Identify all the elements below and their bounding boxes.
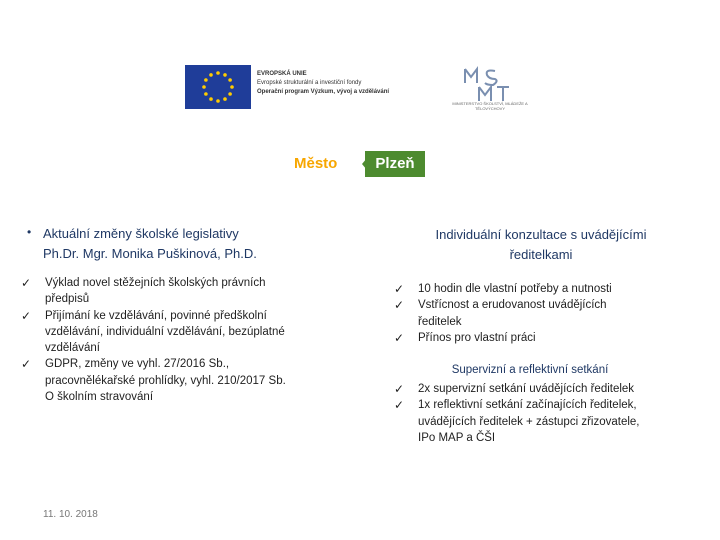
list-item-line: O školním stravování bbox=[45, 391, 154, 404]
eu-star-icon bbox=[230, 85, 234, 89]
left-title-line-1: Aktuální změny školské legislativy bbox=[43, 226, 239, 241]
checkmark-icon: ✓ bbox=[21, 276, 32, 290]
list-item-line: 1x reflektivní setkání začínajících ředitelek, bbox=[418, 399, 637, 412]
eu-logo-text bbox=[257, 70, 437, 97]
list-item bbox=[21, 275, 325, 308]
list-item-line: Výklad novel stěžejních školských právních bbox=[45, 277, 266, 289]
bullet-icon: • bbox=[27, 225, 32, 239]
list-item-line: Přínos pro vlastní práci bbox=[418, 331, 536, 344]
list-item bbox=[21, 308, 325, 357]
list-item-line: vzdělávání bbox=[45, 342, 100, 355]
eu-star-icon bbox=[228, 78, 232, 82]
list-item-line: IPo MAP a ČŠI bbox=[418, 431, 496, 444]
slide-date: 11. 10. 2018 bbox=[43, 509, 98, 520]
checkmark-icon: ✓ bbox=[394, 298, 405, 313]
list-item-line: předpisů bbox=[45, 293, 90, 306]
right-section-title bbox=[396, 225, 686, 265]
list-item-line: 2x supervizní setkání uvádějících ředitelek bbox=[418, 383, 635, 395]
eu-flag-logo bbox=[185, 65, 251, 109]
list-item-line: 10 hodin dle vlastní potřeby a nutnosti bbox=[418, 283, 612, 295]
right-title-line-1: Individuální konzultace s uvádějícími bbox=[435, 227, 647, 242]
right-checklist bbox=[394, 281, 668, 346]
checkmark-icon: ✓ bbox=[21, 357, 32, 372]
eu-star-icon bbox=[202, 85, 206, 89]
checkmark-icon: ✓ bbox=[21, 308, 32, 323]
supervision-checklist bbox=[394, 381, 678, 446]
list-item-line: GDPR, změny ve vyhl. 27/2016 Sb., bbox=[45, 358, 230, 371]
mesto-logo-text: Město bbox=[294, 155, 338, 172]
eu-star-icon bbox=[223, 97, 227, 101]
checkmark-icon: ✓ bbox=[394, 398, 405, 413]
left-checklist bbox=[21, 275, 325, 405]
list-item bbox=[394, 381, 678, 397]
checkmark-icon: ✓ bbox=[394, 282, 405, 296]
plzen-logo-text: Plzeň bbox=[375, 155, 415, 172]
list-item bbox=[394, 297, 668, 330]
list-item-line: Přijímání ke vzdělávání, povinné předškolní bbox=[45, 309, 267, 322]
eu-stars-icon bbox=[185, 65, 251, 109]
eu-star-icon bbox=[204, 78, 208, 82]
eu-line-2: Evropské strukturální a investiční fondy bbox=[257, 80, 362, 86]
eu-star-icon bbox=[223, 73, 227, 77]
eu-star-icon bbox=[204, 92, 208, 96]
left-section-title bbox=[43, 224, 333, 264]
left-title-line-2: Ph.Dr. Mgr. Monika Puškinová, Ph.D. bbox=[43, 246, 257, 261]
list-item bbox=[394, 397, 678, 446]
eu-star-icon bbox=[216, 99, 220, 103]
list-item bbox=[21, 356, 325, 405]
checkmark-icon: ✓ bbox=[394, 330, 405, 345]
eu-line-1: EVROPSKÁ UNIE bbox=[257, 71, 307, 77]
list-item-line: ředitelek bbox=[418, 315, 462, 328]
supervision-heading: Supervizní a reflektivní setkání bbox=[451, 364, 609, 376]
eu-star-icon bbox=[216, 71, 220, 75]
list-item bbox=[394, 330, 668, 346]
eu-line-3: Operační program Výzkum, vývoj a vzdělávání bbox=[257, 89, 390, 95]
list-item-line: pracovnělékařské prohlídky, vyhl. 210/2017 Sb. bbox=[45, 374, 286, 387]
eu-star-icon bbox=[209, 97, 213, 101]
list-item bbox=[394, 281, 668, 297]
msmt-caption: MINISTERSTVO ŠKOLSTVÍ, MLÁDEŽE A TĚLOVÝCHOVY bbox=[452, 101, 528, 111]
eu-star-icon bbox=[228, 92, 232, 96]
list-item-line: vzdělávání, individuální vzdělávání, bezúplatné bbox=[45, 325, 285, 338]
list-item-line: uvádějících ředitelek + zástupci zřizovatele, bbox=[418, 415, 640, 428]
list-item-line: Vstřícnost a erudovanost uvádějících bbox=[418, 299, 607, 312]
right-title-line-2: ředitelkami bbox=[509, 247, 573, 262]
checkmark-icon: ✓ bbox=[394, 382, 405, 396]
eu-star-icon bbox=[209, 73, 213, 77]
